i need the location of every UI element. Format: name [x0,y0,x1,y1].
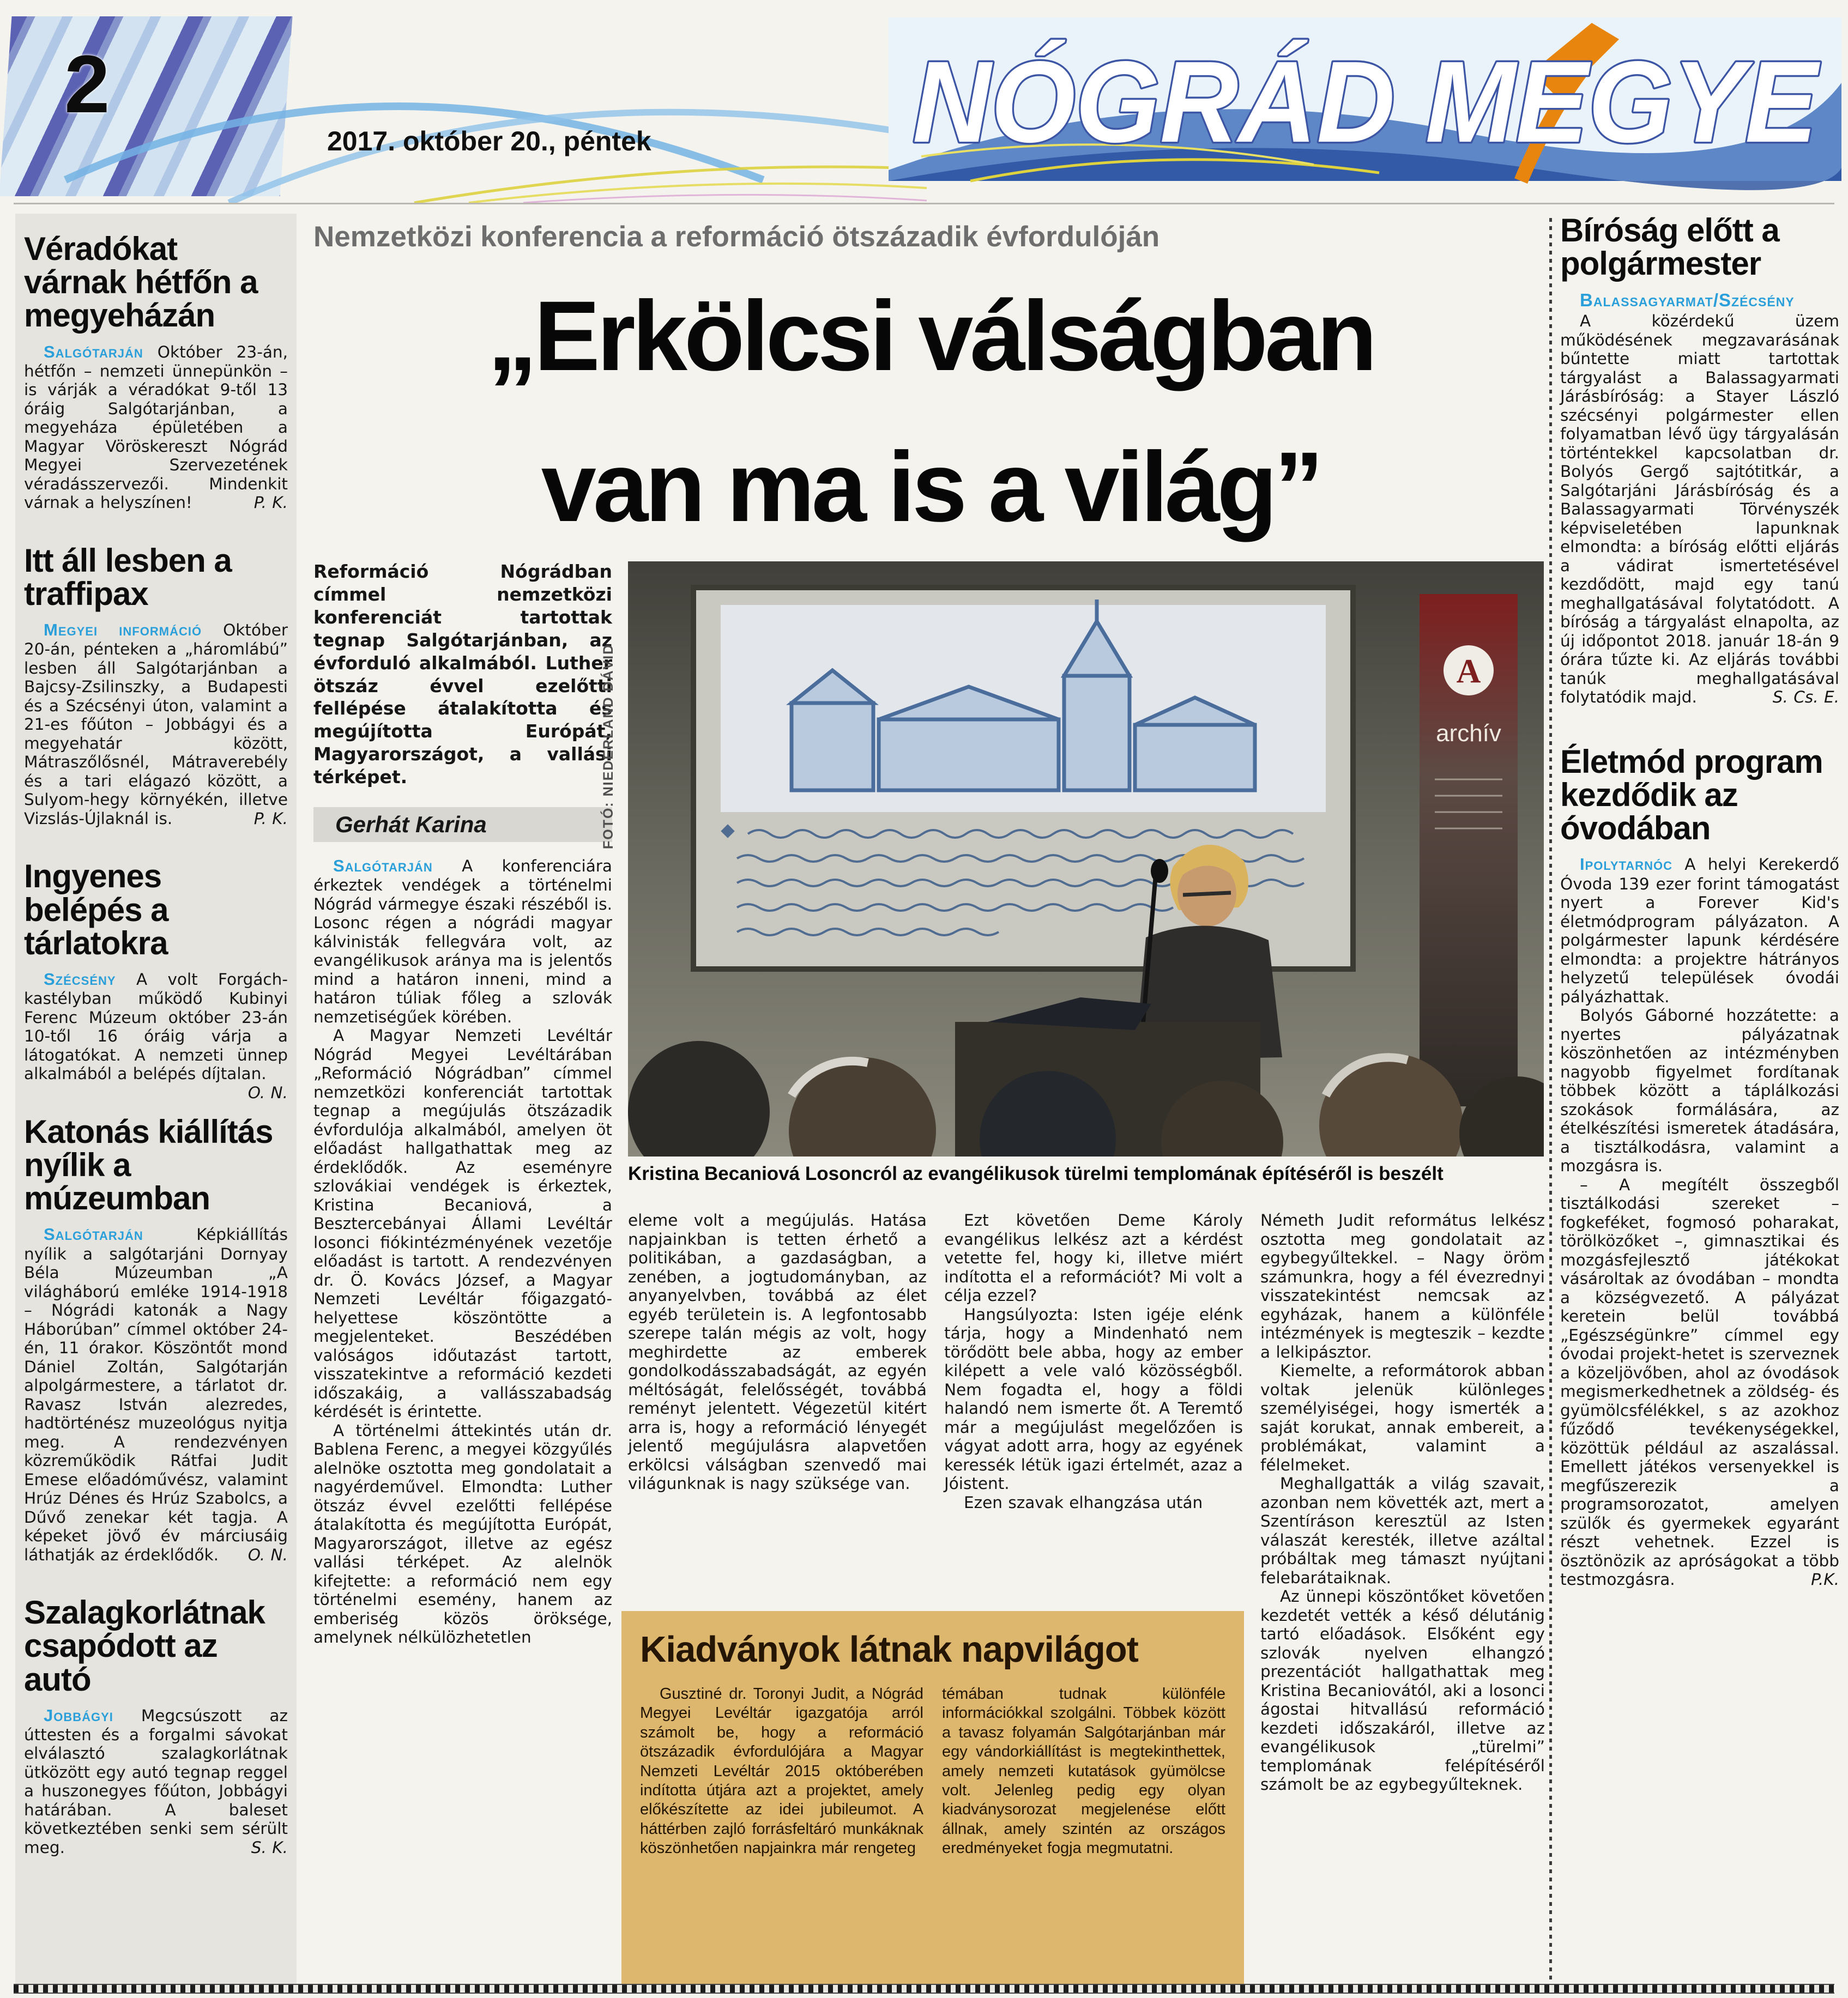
photo-caption: Kristina Becaniová Losoncról az evangélikusok türelmi templomának építéséről is beszélt [628,1163,1444,1184]
author-initials: P. K. [253,809,288,828]
masthead-title: NÓGRÁD MEGYE [913,37,1821,166]
body-paragraph [313,856,612,1026]
article-title: Ingyenes belépés a tárlatokra [24,858,168,961]
author-initials: P.K. [1811,1570,1839,1589]
author-initials: O. N. [247,1083,288,1102]
dateline: Szécsény [44,970,116,989]
dateline: Jobbágyi [44,1705,113,1725]
header-rule [14,203,1834,204]
author-initials: S. K. [251,1838,288,1857]
body-paragraph: Kiemelte, a reformátorok abban voltak jelenük különleges személyiségei, hogy ismerték a saját korukat, annak embereit, a problémákat, valamint a félelmeket. [1260,1361,1545,1474]
author-initials: P. K. [253,493,288,512]
article-title: Bíróság előtt a polgármester [1560,212,1779,282]
bottom-rule [14,1984,1834,1994]
headline-line-1: „Erkölcsi válságban [487,280,1374,391]
body-paragraph: Az ünnepi köszöntőket követően kezdetét vették a késő délutánig tartó előadások. Elsőként egy szlovák nyelven elhangzó prezentációt hallgathattak meg Kristina Becaniovától, aki a losonci ágostai hitvallású reformáció kezdeti időszakáról, illetve az evangélikusok „türelmi” templomának felépítéséről számolt be az egybegyűlteknek. [1260,1587,1545,1794]
article-text: Október 20-án, pénteken a „háromlábú” lesben áll Salgótarjánban a Bajcsy-Zsilinszky, a Budapesti és a Szécsényi úton, valamint a 21-es főúton – Jobbágyi és a megyehatár között, Mátraszőlősnél, Mátraverebély és a tari elágazó között, a Sulyom-hegy környékén, illetve Vizslás-Újlaknál is. [24,621,288,828]
issue-date: 2017. október 20., péntek [327,126,651,156]
body-paragraph: Németh Judit református lelkész osztotta meg gondolatait az egybegyűltekkel. – Nagy öröm számunkra, hogy a fél évezrednyi visszatekintést nemcsak az egyházak, hanem a különféle intézmények is megteszik – kezdte a lelkipásztor. [1260,1211,1545,1361]
publications-box [621,1611,1244,1987]
article-title: Katonás kiállítás nyílik a múzeumban [24,1113,273,1217]
lead-paragraph: Reformáció Nógrádban címmel nemzetközi konferenciát tartottak tegnap Salgótarjánban, az évforduló alkalmából. Luther ötszáz évvel ezelőtti fellépése átalakította és megújította Európát, Magyarországot, a vallási térképet. [313,561,612,788]
article-body [1560,855,1839,1006]
page-number: 2 [64,38,110,130]
box-title: Kiadványok látnak napvilágot [640,1629,1138,1670]
photo-credit: FOTÓ: NIEDERLAND DÁVID [601,643,616,849]
article-text: A konferenciára érkeztek vendégek a történelmi Nógrád vármegye északi részéből is. Losonc régen a nógrádi magyar kálvinisták fellegvára volt, az evangélikusok aránya ma is jelentős mind a határon inneni, mind a határon túliak főleg a szlovák nemzetiségűek körében. [313,857,612,1026]
author-initials: O. N. [247,1545,288,1564]
article-body [24,1706,288,1857]
box-column-1: Gusztiné dr. Toronyi Judit, a Nógrád Megyei Levéltár igazgatója arról számolt be, hogy a reformáció ötszázadik évfordulójára a Magyar Nemzeti Levéltár 2015 októberében indította útjára azt a projektet, amely előkészítette az idei jubileumot. A háttérben zajló forrásfeltáró munkáknak köszönhetően napjainkra már rengeteg [640,1685,923,1857]
article-title: Véradókat várnak hétfőn a megyeházán [24,231,258,334]
article-body [24,342,288,512]
body-paragraph: Ezen szavak elhangzása után [964,1493,1203,1512]
article-body [24,1225,288,1564]
right-article-mayor-court [1560,214,1839,707]
left-news-rail [15,214,297,1986]
article-body [1560,312,1839,707]
article-body [24,620,288,828]
left-article-car-crash [24,1596,288,1857]
left-article-military-exhibition [24,1115,288,1564]
dateline: Megyei információ [44,620,202,640]
dateline: Balassagyarmat/Szécsény [1580,290,1795,311]
box-columns [640,1685,1225,1858]
right-news-rail [1560,214,1839,1627]
left-article-blood-donation [24,232,288,512]
headline-line-2: van ma is a világ” [541,431,1321,542]
body-paragraph: A Magyar Nemzeti Levéltár Nógrád Megyei Levéltárában „Reformáció Nógrádban” címmel nemzetközi konferenciát tartottak tegnap a megújulás ötszázadik évfordulója alkalmából, amelyen öt előadást hallgathattak meg az érdeklődők. Az eseményre szlovákiai vendégek is érkeztek, Kristina Becaniová, a Besztercebányai Állami Levéltár losonci fiókintézményének vezetője előadást is tartott. A rendezvényen dr. Ö. Kovács József, a Magyar Nemzeti Levéltár főigazgató-helyettese köszöntötte a megjelenteket. Beszédében valóságos időutazást tartott, visszatekintve a reformáció kezdeti időszakáig, a vallásszabadság kérdését is érintette. [313,1026,612,1421]
conference-photo-illustration [628,561,1544,1157]
main-kicker: Nemzetközi konferencia a reformáció ötszázadik évfordulóján [313,221,1160,253]
svg-text:A: A [1456,653,1481,690]
right-article-kindergarten-program [1560,745,1839,1589]
article-text: A volt Forgách-kastélyban működő Kubinyi Ferenc Múzeum október 23-án 10-től 16 óráig várja a látogatókat. A nemzeti ünnep alkalmából a belépés díjtalan. [24,970,288,1083]
main-column-2 [628,1211,927,1493]
conference-photo [628,561,1544,1157]
body-paragraph: A történelmi áttekintés után dr. Bablena Ferenc, a megyei közgyűlés alelnöke osztotta meg gondolatait a nagyérdeművel. Elmondta: Luther ötszáz évvel ezelőtti fellépése átalakította és megújította Európát, Magyarországot, illetve az egész vallási térképet. Az alelnök kifejtette: a reformáció nem egy történelmi esemény, hanem az emberiség közös öröksége, amelynek nélkülözhetetlen [313,1421,612,1647]
corner-stripes-graphic [0,16,293,196]
svg-text:archív: archív [1436,720,1501,747]
body-paragraph: Meghallgatták a világ szavait, azonban nem követték azt, mert a Szentíráson keresztül az Isten válaszát keresték, illetve azáltal próbáltak meg támaszt nyújtani felebarátaiknak. [1260,1474,1545,1587]
author-initials: S. Cs. E. [1772,688,1839,707]
article-title: Itt áll lesben a traffipax [24,542,232,613]
article-body [1560,1176,1839,1589]
article-text: Október 23-án, hétfőn – nemzeti ünnepünkön – is várják a véradókat 9-től 13 óráig Salgótarjánban, a megyeháza épületében a Magyar Vöröskereszt Nógrád Megyei Szervezetének véradásszervezői. Mindenkit várnak a helyszínen! [24,342,288,512]
byline: Gerhát Karina [313,807,612,842]
body-paragraph: Hangsúlyozta: Isten igéje elénk tárja, hogy a Mindenható nem törődött bele abba, hogy az ember kilépett a vele való közösségből. Nem fogadta el, hogy a földi halandó nem ismerte őt. A Teremtő már a megújulást megelőzően is vágyat adott arra, hogy az egyének keressék létük igazi értelmét, azaz a Jóistent. [944,1305,1243,1493]
masthead [889,7,1841,192]
article-title: Életmód program kezdődik az óvodában [1560,743,1823,847]
article-body [24,970,288,1102]
archive-banner [1420,594,1518,1106]
article-text: – A megítélt összegből tisztálkodási szereket – fogkeféket, fogmosó poharakat, törölközőket –, gimnasztikai és mozgásfejlesztő játékokat vásároltak az óvodában – mondta a községvezető. A pályázat keretein belül továbbá „Egészségünkre” címmel egy óvodai projekt-hetet is szerveznek a közeljövőben, ahol az óvodások megismerkedhetnek a zöldség- és gyümölcsfélékkel, s az azokhoz fűződő tevékenységekkel, közöttük például az aszalással. Emellett játékos versenyekkel is megfűszerezik a programsorozatot, amelyen szülők és gyermekek egyaránt részt vehetnek. Ezzel is ösztönözik az apróságokat a több testmozgásra. [1560,1175,1839,1589]
main-column-4 [1260,1211,1545,1794]
dateline: Ipolytarnóc [1580,855,1672,874]
body-paragraph: Ezt követően Deme Károly evangélikus lelkész azt a kérdést vetette fel, hogy ki, illetve miért indította el a reformációt? Mi volt a célja ezzel? [944,1211,1243,1305]
main-column-3 [944,1211,1243,1512]
dateline: Salgótarján [44,1225,143,1244]
dateline: Salgótarján [333,856,433,876]
main-column-1 [313,560,612,1647]
box-column-2: témában tudnak különféle információkkal szolgálni. Többek között a tavasz folyamán Salgótarjánban már egy vándorkiállítást is megtekinthettek, amely nemzeti kutatások gyümölcse volt. Jelenleg pedig egy olyan kiadványsorozat megjelenése előtt állnak, amely szintén az országos eredményeket fogja megmutatni. [942,1685,1225,1857]
vertical-divider [1549,218,1552,1983]
article-text: A helyi Kerekerdő Óvoda 139 ezer forint támogatást nyert a Forever Kid's életmódprogram pályázaton. A polgármester lapunk kérdésére elmondta: a projektre hátrányos helyzetű települések óvodái pályázhattak. [1560,855,1839,1006]
left-article-speed-camera [24,544,288,828]
dateline: Salgótarján [44,342,143,361]
article-text: Megcsúszott az úttesten és a forgalmi sávokat elválasztó szalagkorlátnak ütközött egy autó tegnap reggel a huszonegyes főúton, Jobbágyi határában. A baleset következtében senki sem sérült meg. [24,1706,288,1857]
article-text: A közérdekű üzem működésének megzavarásának bűntette miatt tartottak tárgyalást a Balassagyarmati Járásbíróság: a Stayer László szécsényi polgármester ellen folyamatban lévő ügy tárgyalásán történtekkel kapcsolatban dr. Bolyós Gergő sajtótitkár, a Salgótarjáni Járásbíróság és a Balassagyarmati Törvényszék képviseletében lapunknak elmondta: a bíróság előtti eljárás a vádirat ismertetésével kezdődött, majd egy tanú meghallgatásával folytatódott. A bíróság a tárgyalást elnapolta, az új időpontot 2018. január 18-án 9 órára tűzte ki. Az eljárás további tanúk meghallgatásával folytatódik majd. [1560,312,1839,707]
article-text: Képkiállítás nyílik a salgótarjáni Dornyay Béla Múzeumban „A világháború emléke 1914-1918 – Nógrádi katonák a Nagy Háborúban” címmel október 24-én, 11 órakor. Köszöntőt mond Dániel Zoltán, Salgótarján alpolgármestere, a tárlatot dr. Ravasz István alezredes, hadtörténész muzeológus nyitja meg. A rendezvényen közreműködik Rátfai Judit Emese előadóművész, valamint Hrúz Dénes és Hrúz Szabolcs, a Dűvő zenekar két tagja. A képeket jövő év márciusáig láthatják az érdeklődők. [24,1225,288,1564]
article-title: Szalagkorlátnak csapódott az autó [24,1594,265,1698]
body-paragraph: eleme volt a megújulás. Hatása napjainkban is tetten érhető a politikában, a gazdaságban, a zenében, a jogtudományban, az anyanyelvben, továbbá az élet egyéb területein is. A legfontosabb szerepe talán mégis az volt, hogy meghirdette az emberek gondolkodásszabadságát, az egyén méltóságát, felelősségét, továbbá reményt jelentett. Végezetül kitért arra is, hogy a reformáció lényegét jelentő megújulásra alapvetően erkölcsi válságban szenvedő mai világunknak is nagy szüksége van. [628,1211,927,1493]
body-paragraph: Bolyós Gáborné hozzátette: a nyertes pályázatnak köszönhetően az intézményben nagyobb figyelmet fordítanak többek között a táplálkozási szokások formálására, az ételkészítési ismeretek átadására, a tisztálkodásra, valamint a mozgásra is. [1560,1006,1839,1176]
main-headline [313,261,1548,562]
left-article-free-entry [24,858,288,1102]
